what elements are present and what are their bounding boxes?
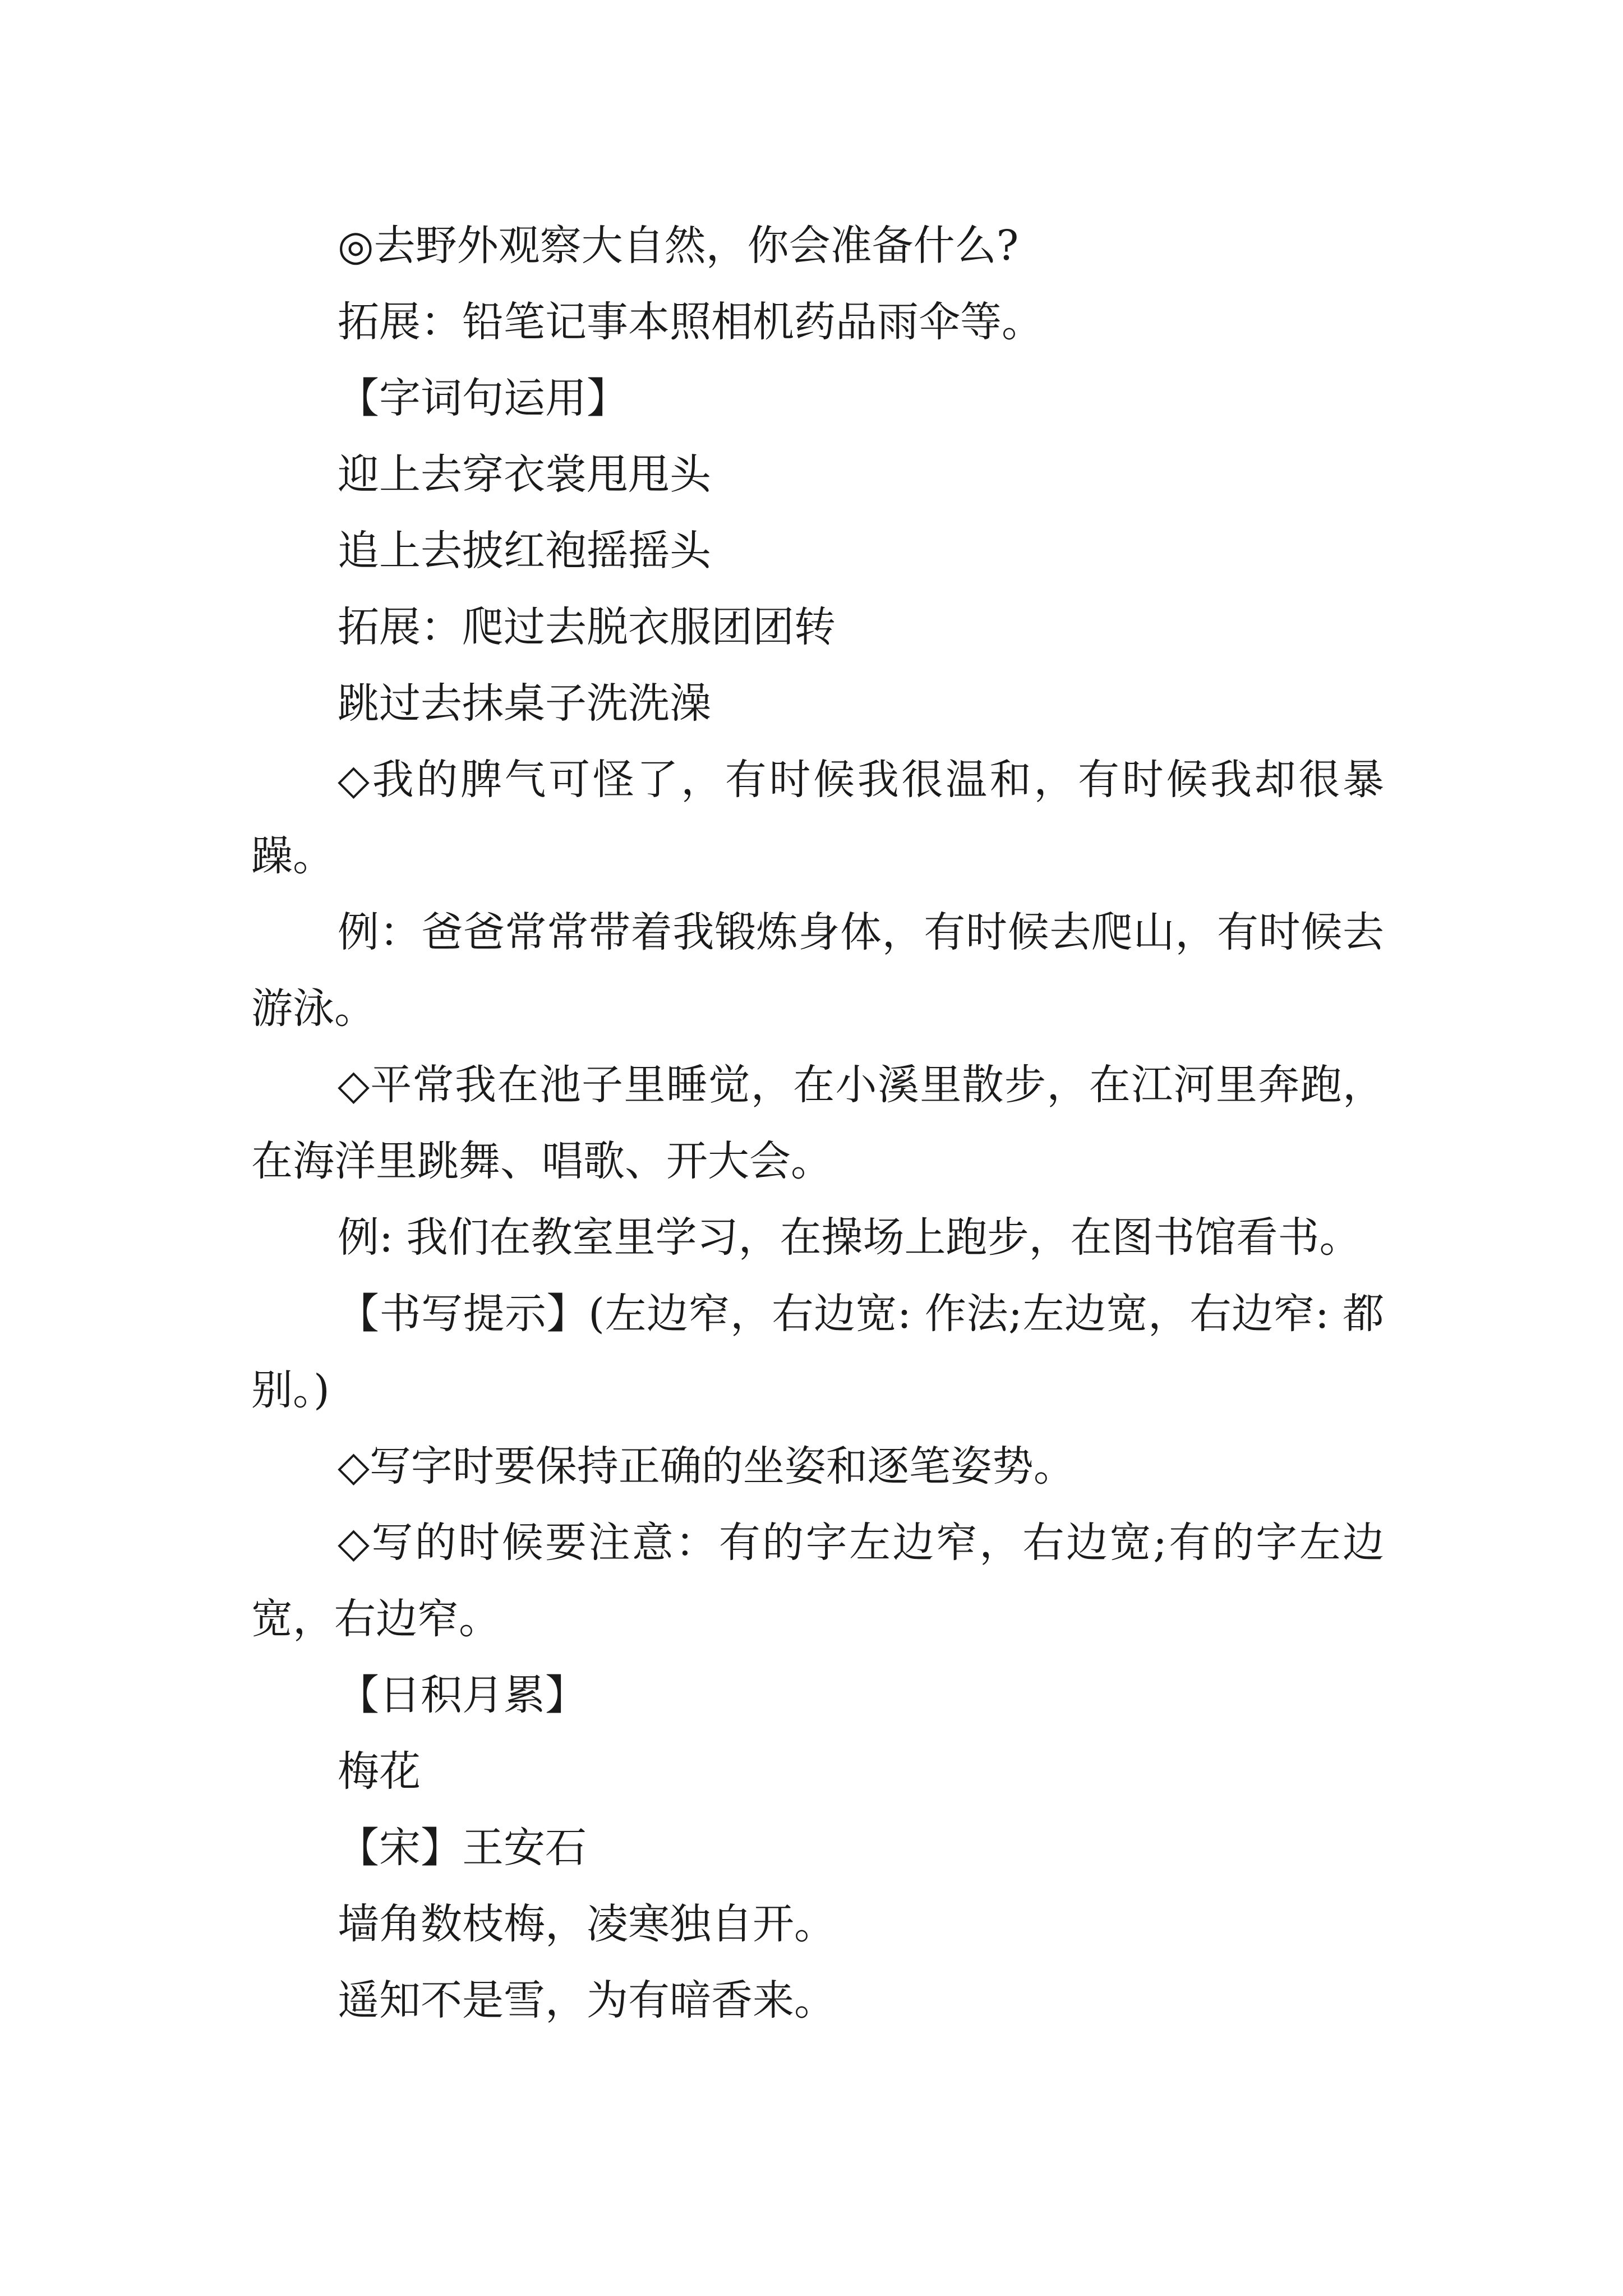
poem-line-2: 遥知不是雪，为有暗香来。 <box>338 1976 836 2024</box>
section-heading-accumulation: 【日积月累】 <box>338 1671 587 1719</box>
paragraph-phrase-2: 追上去披红袍摇摇头 <box>338 527 711 575</box>
paragraph-question: ◎去野外观察大自然，你会准备什么? <box>338 222 1019 270</box>
poem-title: 梅花 <box>338 1747 421 1796</box>
paragraph-temper-sentence: ◇我的脾气可怪了，有时候我很温和，有时候我却很暴躁。 <box>251 756 1384 880</box>
paragraph-writing-note: ◇写的时候要注意：有的字左边窄，右边宽;有的字左边宽，右边窄。 <box>251 1519 1384 1643</box>
paragraph-extension-phrase-2: 跳过去抹桌子洗洗澡 <box>338 679 711 728</box>
paragraph-example-1: 例：爸爸常常带着我锻炼身体，有时候去爬山，有时候去游泳。 <box>251 908 1384 1033</box>
paragraph-phrase-1: 迎上去穿衣裳甩甩头 <box>338 450 711 499</box>
paragraph-extension-phrase-1: 拓展：爬过去脱衣服团团转 <box>338 603 836 651</box>
section-heading-word-usage: 【字词句运用】 <box>338 374 628 422</box>
paragraph-extension-items: 拓展：铅笔记事本照相机药品雨伞等。 <box>338 298 1043 346</box>
section-heading-writing-tips: 【书写提示】(左边窄，右边宽: 作法;左边宽，右边窄: 都别。) <box>251 1290 1384 1414</box>
poem-author: 【宋】王安石 <box>338 1824 587 1872</box>
paragraph-example-2: 例: 我们在教室里学习，在操场上跑步，在图书馆看书。 <box>338 1213 1361 1262</box>
paragraph-posture-tip: ◇写字时要保持正确的坐姿和逐笔姿势。 <box>338 1442 1075 1490</box>
document-body <box>251 208 1384 2039</box>
paragraph-water-sentence: ◇平常我在池子里睡觉，在小溪里散步，在江河里奔跑，在海洋里跳舞、唱歌、开大会。 <box>251 1061 1384 1185</box>
poem-line-1: 墙角数枝梅，凌寒独自开。 <box>338 1900 836 1948</box>
